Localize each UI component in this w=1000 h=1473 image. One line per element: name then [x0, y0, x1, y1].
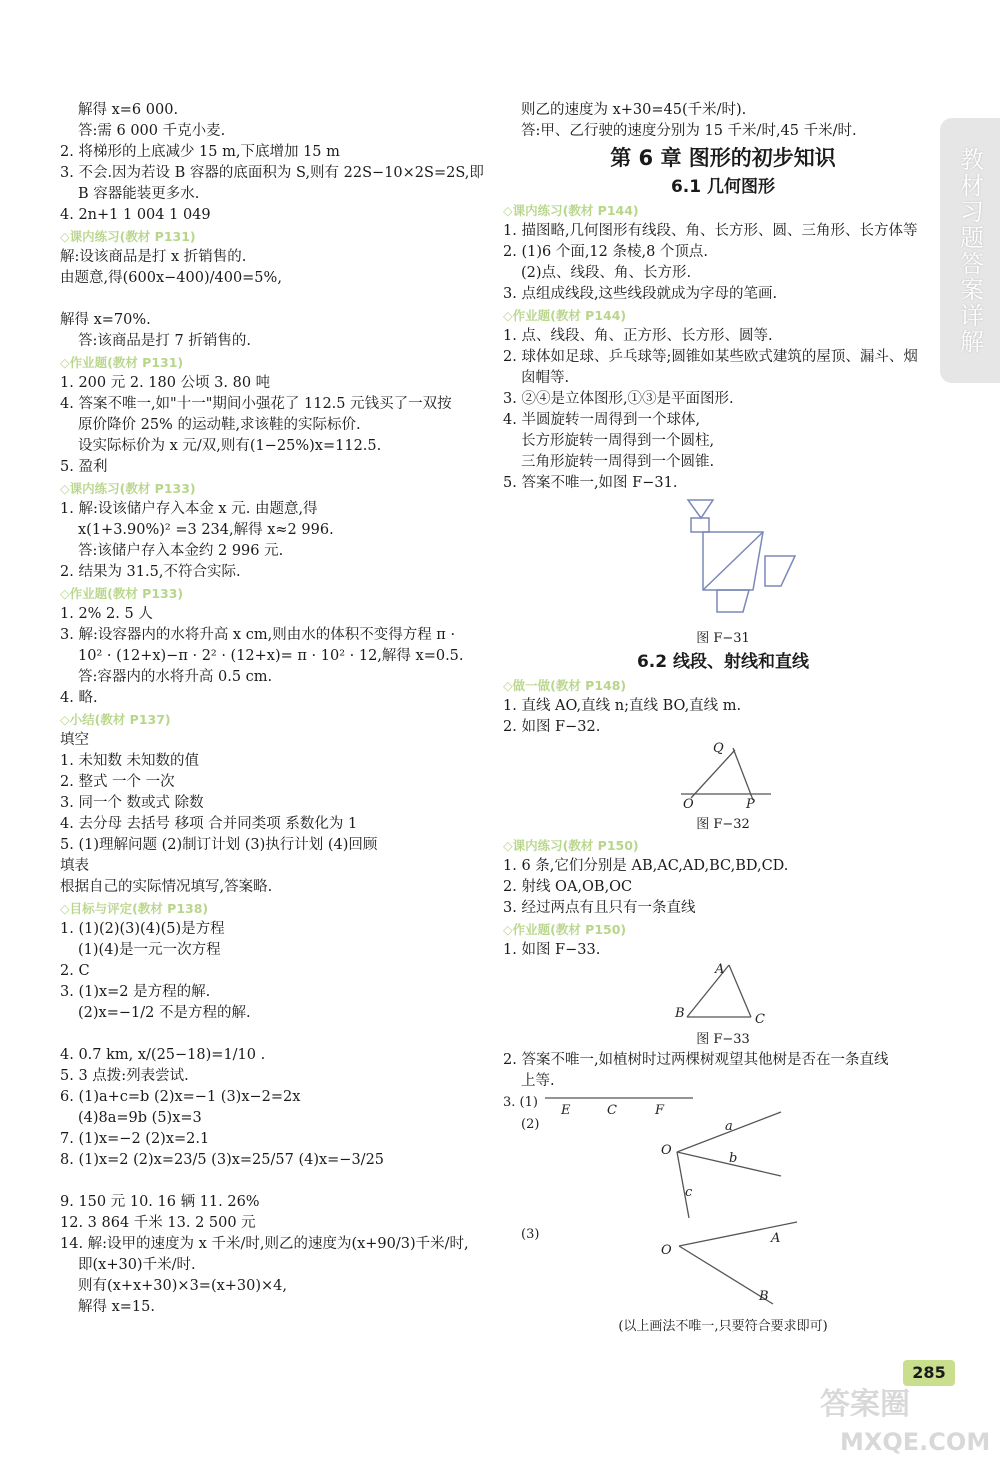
figure-f33: [503, 961, 943, 1025]
label-line-c: c: [685, 1185, 693, 1200]
caption-f33: 图 F−33: [696, 1032, 750, 1047]
label-line-a: a: [725, 1119, 733, 1134]
answer-line: 则有(x+x+30)×3=(x+30)×4,: [78, 1278, 288, 1294]
section-6-2-c: [503, 1050, 943, 1092]
answer-line: 10² · (12+x)−π · 2² · (12+x)= π · 10² · 12,解得 x=0.5.: [78, 648, 464, 664]
chapter-title: 第 6 章 图形的初步知识: [610, 146, 836, 170]
continuation-lines: [503, 100, 943, 142]
label-f: F: [655, 1103, 665, 1118]
label-o2: O: [661, 1143, 672, 1158]
q3-3-label: (3): [521, 1227, 540, 1242]
section-tag: ◇作业题(教材 P144): [503, 308, 627, 323]
answer-line: (4)8a=9b (5)x=3: [78, 1110, 202, 1126]
f31-legs: [717, 590, 749, 612]
answer-line: 3. 同一个 数或式 除数: [60, 795, 204, 811]
answer-line: [60, 1171, 490, 1192]
answer-line: 1. 描图略,几何图形有线段、角、长方形、圆、三角形、长方体等: [503, 223, 918, 239]
label-q: Q: [713, 741, 724, 756]
q3-2-label: (2): [521, 1117, 540, 1132]
answer-line: 上等.: [521, 1073, 555, 1089]
section-tag: ◇课内练习(教材 P131): [60, 229, 196, 244]
answer-line: x(1+3.90%)² =3 234,解得 x≈2 996.: [78, 522, 334, 538]
section-tag: ◇课内练习(教材 P150): [503, 838, 639, 853]
answer-line: 答:容器内的水将升高 0.5 cm.: [78, 669, 273, 685]
answer-line: (1)(4)是一元一次方程: [78, 942, 221, 958]
label-c: C: [755, 1012, 765, 1025]
label-c2: C: [607, 1103, 617, 1118]
closing-note: (以上画法不唯一,只要符合要求即可): [618, 1319, 828, 1334]
f31-head: [688, 500, 713, 518]
section-tag: ◇作业题(教材 P131): [60, 355, 184, 370]
answer-line: 4. 2n+1 1 004 1 049: [60, 207, 211, 223]
answer-line: 答:甲、乙行驶的速度分别为 15 千米/时,45 千米/时.: [521, 123, 857, 139]
answer-line: 填空: [60, 732, 89, 748]
answer-line: 5. 答案不唯一,如图 F−31.: [503, 475, 678, 491]
q3-1-label: 3. (1): [503, 1095, 538, 1110]
answer-line: 解得 x=6 000.: [78, 102, 179, 118]
answer-line: 9. 150 元 10. 16 辆 11. 26%: [60, 1194, 260, 1210]
watermark-site: MXQE.COM: [840, 1428, 991, 1456]
caption-f32: 图 F−32: [696, 817, 750, 832]
answer-line: 8. (1)x=2 (2)x=23/5 (3)x=25/57 (4)x=−3/25: [60, 1152, 385, 1168]
answer-line: 2. (1)6 个面,12 条棱,8 个顶点.: [503, 244, 709, 260]
section-6-1: [503, 200, 943, 494]
answer-line: 4. 答案不唯一,如"十一"期间小强花了 112.5 元钱买了一双按: [60, 396, 452, 412]
section-tag: ◇小结(教材 P137): [60, 712, 171, 727]
answer-line: 2. 射线 OA,OB,OC: [503, 879, 633, 895]
answer-line: 填表: [60, 858, 89, 874]
section-tag: ◇课内练习(教材 P133): [60, 481, 196, 496]
answer-line: 1. 未知数 未知数的值: [60, 753, 200, 769]
answer-line: 2. 球体如足球、乒乓球等;圆锥如某些欧式建筑的屋顶、漏斗、烟: [503, 349, 918, 365]
answer-line: [60, 289, 490, 310]
answer-line: 3. 经过两点有且只有一条直线: [503, 900, 696, 916]
answer-line: 3. 点组成线段,这些线段就成为字母的笔画.: [503, 286, 778, 302]
figure-q3: [503, 1092, 943, 1312]
side-tab: [940, 118, 1000, 383]
section-tag: ◇作业题(教材 P150): [503, 922, 627, 937]
answer-line: 根据自己的实际情况填写,答案略.: [60, 879, 273, 895]
answer-line: 即(x+30)千米/时.: [78, 1257, 196, 1273]
answer-line: 4. 略.: [60, 690, 98, 706]
figure-f31: [503, 494, 943, 624]
answer-line: 则乙的速度为 x+30=45(千米/时).: [521, 102, 747, 118]
label-ray-b: B: [759, 1289, 769, 1304]
answer-line: 2. 结果为 31.5,不符合实际.: [60, 564, 241, 580]
answer-line: 3. ②④是立体图形,①③是平面图形.: [503, 391, 734, 407]
answer-line: (2)x=−1/2 不是方程的解.: [78, 1005, 251, 1021]
answer-line: 解得 x=70%.: [60, 312, 151, 328]
answer-line: 4. 去分母 去括号 移项 合并同类项 系数化为 1: [60, 816, 358, 832]
label-o3: O: [661, 1243, 672, 1258]
right-column: [503, 100, 943, 1337]
section-title-6-2: 6.2 线段、射线和直线: [636, 652, 810, 672]
answer-line: B 容器能装更多水.: [78, 186, 200, 202]
answer-line: 答:该商品是打 7 折销售的.: [78, 333, 251, 349]
section-tag: ◇做一做(教材 P148): [503, 678, 627, 693]
answer-line: 3. 解:设容器内的水将升高 x cm,则由水的体积不变得方程 π ·: [60, 627, 456, 643]
answer-line: 14. 解:设甲的速度为 x 千米/时,则乙的速度为(x+90/3)千米/时,: [60, 1236, 469, 1252]
label-o: O: [683, 797, 694, 810]
answer-line: 囱帽等.: [521, 370, 570, 386]
answer-line: 解:设该商品是打 x 折销售的.: [60, 249, 247, 265]
answer-line: 2. 如图 F−32.: [503, 719, 601, 735]
label-b: B: [675, 1006, 685, 1021]
answer-line: 1. 解:设该储户存入本金 x 元. 由题意,得: [60, 501, 318, 517]
answer-line: 5. (1)理解问题 (2)制订计划 (3)执行计划 (4)回顾: [60, 837, 378, 853]
label-p: P: [746, 797, 755, 810]
section-title-6-1: 6.1 几何图形: [670, 177, 776, 197]
answer-line: 设实际标价为 x 元/双,则有(1−25%)x=112.5.: [78, 438, 382, 454]
side-tab-label: 教材习题答案详解: [955, 146, 984, 355]
section-tag: ◇目标与评定(教材 P138): [60, 901, 209, 916]
answer-line: 5. 3 点拨:列表尝试.: [60, 1068, 189, 1084]
answer-line: 解得 x=15.: [78, 1299, 155, 1315]
answer-line: 答:需 6 000 千克小麦.: [78, 123, 226, 139]
answer-line: 2. C: [60, 963, 90, 979]
answer-line: 1. 直线 AO,直线 n;直线 BO,直线 m.: [503, 698, 742, 714]
section-tag: ◇作业题(教材 P133): [60, 586, 184, 601]
watermark: 答案圈: [820, 1387, 910, 1422]
answer-line: 2. 答案不唯一,如植树时过两棵树观望其他树是否在一条直线: [503, 1052, 889, 1068]
answer-line: 4. 0.7 km, x/(25−18)=1/10 .: [60, 1047, 266, 1063]
answer-line: 由题意,得(600x−400)/400=5%,: [60, 270, 282, 286]
left-column: [60, 100, 490, 1318]
f31-neck: [691, 518, 709, 532]
page-number: 285: [903, 1360, 955, 1386]
label-a: A: [715, 962, 725, 977]
answer-line: 12. 3 864 千米 13. 2 500 元: [60, 1215, 256, 1231]
answer-line: 5. 盈利: [60, 459, 108, 475]
answer-line: [60, 1024, 490, 1045]
answer-line: 1. (1)(2)(3)(4)(5)是方程: [60, 921, 225, 937]
answer-line: 1. 6 条,它们分别是 AB,AC,AD,BC,BD,CD.: [503, 858, 789, 874]
answer-line: 2. 将梯形的上底减少 15 m,下底增加 15 m: [60, 144, 340, 160]
label-ray-a: A: [771, 1231, 781, 1246]
answer-line: 1. 如图 F−33.: [503, 942, 601, 958]
answer-line: 1. 2% 2. 5 人: [60, 606, 153, 622]
answer-line: 6. (1)a+c=b (2)x=−1 (3)x−2=2x: [60, 1089, 301, 1105]
answer-line: 1. 点、线段、角、正方形、长方形、圆等.: [503, 328, 773, 344]
answer-line: 4. 半圆旋转一周得到一个球体,: [503, 412, 701, 428]
section-tag: ◇课内练习(教材 P144): [503, 203, 639, 218]
answer-line: 长方形旋转一周得到一个圆柱,: [521, 433, 715, 449]
answer-line: 原价降价 25% 的运动鞋,求该鞋的实际标价.: [78, 417, 361, 433]
answer-line: 1. 200 元 2. 180 公顷 3. 80 吨: [60, 375, 271, 391]
answer-line: 3. 不会.因为若设 B 容器的底面积为 S,则有 22S−10×2S=2S,即: [60, 165, 484, 181]
answer-line: 7. (1)x=−2 (2)x=2.1: [60, 1131, 210, 1147]
label-e: E: [561, 1103, 571, 1118]
figure-f32: [503, 738, 943, 810]
answer-line: 答:该储户存入本金约 2 996 元.: [78, 543, 284, 559]
caption-f31: 图 F−31: [696, 631, 750, 646]
section-6-2-b: [503, 835, 943, 961]
f31-tail: [765, 556, 795, 586]
answer-line: (2)点、线段、角、长方形.: [521, 265, 692, 281]
answer-line: 3. (1)x=2 是方程的解.: [60, 984, 211, 1000]
section-6-2-a: [503, 675, 943, 738]
answer-line: 2. 整式 一个 一次: [60, 774, 175, 790]
label-line-b: b: [729, 1151, 738, 1166]
answer-line: 三角形旋转一周得到一个圆锥.: [521, 454, 715, 470]
